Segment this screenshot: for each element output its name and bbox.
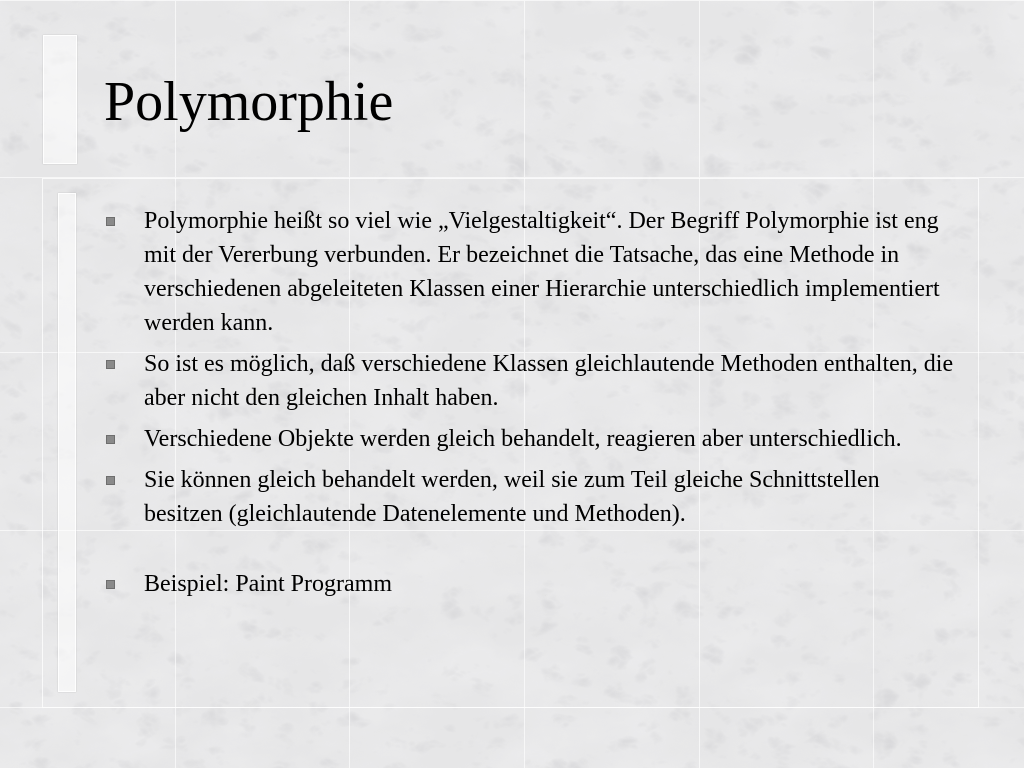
square-bullet-icon	[106, 217, 115, 226]
square-bullet-icon	[106, 476, 115, 485]
bullet-text: Verschiedene Objekte werden gleich behandelt, reagieren aber unterschiedlich.	[144, 426, 902, 452]
title-accent-bar	[43, 35, 77, 164]
bullet-text: Beispiel: Paint Programm	[144, 571, 392, 597]
content-accent-bar	[58, 193, 76, 692]
bullet-item	[104, 347, 964, 415]
bullet-text: Polymorphie heißt so viel wie „Vielgestaltigkeit“. Der Begriff Polymorphie ist eng mit der Vererbung verbunden. Er bezeichnet die Tatsache, das eine Methode in verschiedenen abgeleiteten Klassen einer Hierarchie unterschiedlich implementiert werden kann.	[144, 208, 940, 336]
square-bullet-icon	[106, 435, 115, 444]
bullet-item	[104, 463, 964, 531]
slide-title: Polymorphie	[104, 71, 394, 133]
bullet-text: Sie können gleich behandelt werden, weil sie zum Teil gleiche Schnittstellen besitzen (gleichlautende Datenelemente und Methoden).	[144, 467, 880, 527]
square-bullet-icon	[106, 360, 115, 369]
square-bullet-icon	[106, 580, 115, 589]
bullet-item	[104, 567, 964, 601]
bullet-item	[104, 422, 964, 456]
bullet-list	[104, 204, 964, 608]
bullet-text: So ist es möglich, daß verschiedene Klassen gleichlautende Methoden enthalten, die aber nicht den gleichen Inhalt haben.	[144, 351, 954, 411]
bullet-item	[104, 204, 964, 340]
